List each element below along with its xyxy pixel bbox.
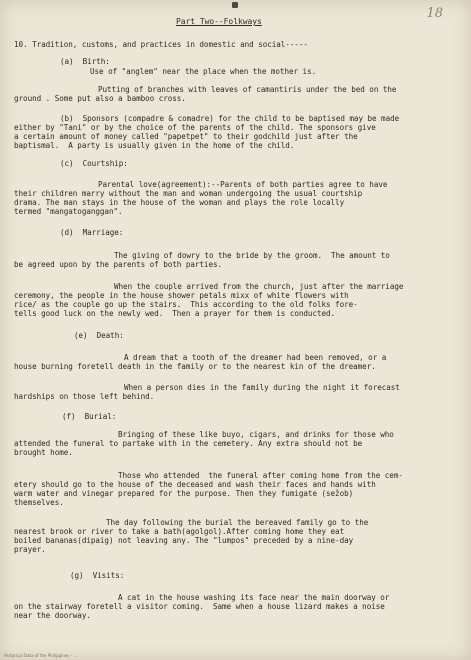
burial-line: brought home.: [14, 448, 73, 457]
visits-line: A cat in the house washing its face near the main doorway or: [118, 593, 390, 602]
marriage-line: tells good luck on the newly wed. Then a prayer for them is conducted.: [14, 309, 336, 318]
birth-line: Putting of branches with leaves of camantiris under the bed on the: [98, 85, 397, 94]
burial-line: Bringing of these like buyo, cigars, and drinks for those who: [118, 430, 394, 439]
courtship-line: Parental love(agreement):--Parents of both parties agree to have: [98, 180, 388, 189]
section-heading: 10. Tradition, customs, and practices in domestic and social-----: [14, 40, 308, 49]
marriage-line: be agreed upon by the parents of both parties.: [14, 260, 223, 269]
burial-line: warm water and vinegar prepared for the purpose. Then they fumigate (sežob): [14, 489, 354, 498]
marriage-line: The giving of dowry to the bride by the groom. The amount to: [114, 251, 390, 260]
archive-footer: Historical Data of the Philippines - ...: [4, 653, 78, 658]
death-heading: (e) Death:: [74, 331, 124, 340]
birth-line: ground . Some put also a bamboo cross.: [14, 94, 186, 103]
sponsors-line: a certain amount of money called "papetpet" to their godchild just after the: [14, 132, 358, 141]
part-title: Part Two--Folkways: [176, 17, 262, 26]
page-top-marker: [232, 2, 238, 8]
death-line: hardships on those left behind.: [14, 392, 155, 401]
death-line: When a person dies in the family during the night it forecast: [124, 383, 400, 392]
sponsors-heading: (b) Sponsors (compadre & comadre) for the child to be baptised may be made: [60, 114, 400, 123]
visits-heading: (g) Visits:: [70, 571, 125, 580]
burial-line: prayer.: [14, 545, 46, 554]
burial-heading: (f) Burial:: [62, 412, 117, 421]
marriage-line: rice/ as the couple go up the stairs. This according to the old folks fore-: [14, 300, 358, 309]
burial-line: boiled bananas(dipaig) not leaving any. The "lumpos" preceded by a nine-day: [14, 536, 354, 545]
sponsors-line: baptismal. A party is usually given in the home of the child.: [14, 141, 295, 150]
courtship-heading: (c) Courtship:: [60, 159, 128, 168]
courtship-line: termed "mangatoganggan".: [14, 207, 123, 216]
page-number: 18: [426, 6, 443, 21]
birth-line: Use of "anglem" near the place when the mother is.: [90, 67, 317, 76]
sponsors-line: either by "Tani" or by the choice of the parents of the child. The sponsors give: [14, 123, 376, 132]
visits-line: on the stairway foretell a visitor coming. Same when a house lizard makes a noise: [14, 602, 385, 611]
burial-line: themselves.: [14, 498, 64, 507]
courtship-line: drama. The man stays in the house of the woman and plays the role locally: [14, 198, 345, 207]
death-line: A dream that a tooth of the dreamer had been removed, or a: [124, 353, 387, 362]
courtship-line: their children marry without the man and woman undergoing the usual courtship: [14, 189, 363, 198]
marriage-line: When the couple arrived from the church, just after the marriage: [114, 282, 404, 291]
burial-line: etery should go to the house of the deceased and wash their faces and hands with: [14, 480, 376, 489]
death-line: house burning foretell death in the family or to the nearest kin of the dreamer.: [14, 362, 376, 371]
marriage-line: ceremony, the people in the house shower petals mixx of white flowers with: [14, 291, 349, 300]
visits-line: near the doorway.: [14, 611, 91, 620]
burial-line: Those who attended the funeral after coming home from the cem-: [118, 471, 403, 480]
marriage-heading: (d) Marriage:: [60, 228, 124, 237]
burial-line: The day following the burial the bereaved family go to the: [106, 518, 369, 527]
birth-heading: (a) Birth:: [60, 57, 110, 66]
burial-line: attended the funeral to partake with in the cemetery. Any extra should not be: [14, 439, 363, 448]
burial-line: nearest brook or river to take a bath(agolgol).After coming home they eat: [14, 527, 345, 536]
